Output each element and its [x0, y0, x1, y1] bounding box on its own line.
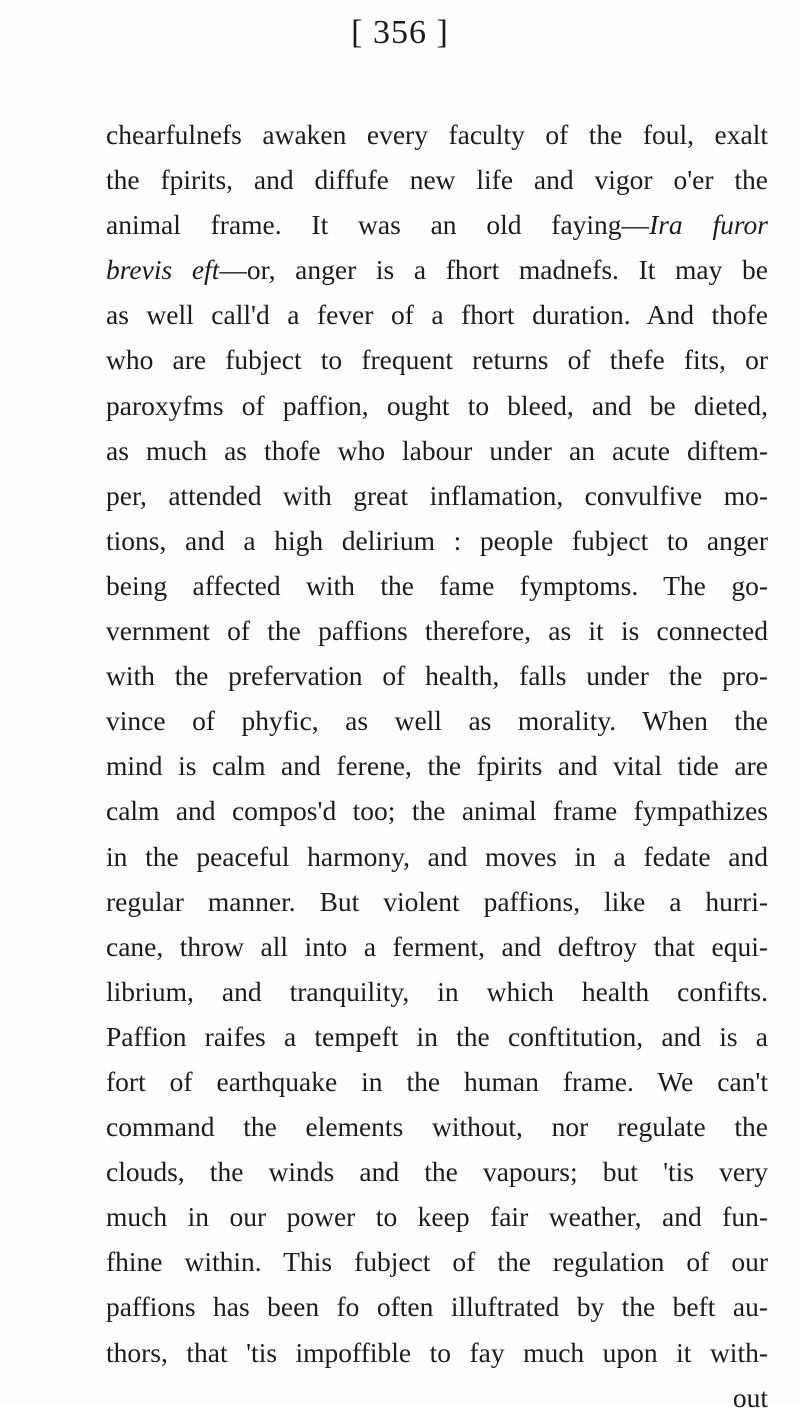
body-text [106, 112, 768, 1420]
text-line: in the peaceful harmony, and moves in a fedate and [106, 840, 768, 872]
text-line: chearfulnefs awaken every faculty of the foul, exalt [106, 119, 768, 150]
text-line: command the elements without, nor regulate the [106, 1111, 768, 1143]
text-line: mind is calm and ferene, the fpirits and vital tide are [106, 750, 768, 782]
catchword: out [732, 1381, 768, 1413]
text-line: per, attended with great inflamation, convulfive mo- [106, 479, 768, 511]
text-line: fort of earthquake in the human frame. We can't [106, 1065, 768, 1097]
text-line: clouds, the winds and the vapours; but 'tis very [106, 1156, 768, 1188]
text-line: paroxyfms of paffion, ought to bleed, and be dieted, [106, 389, 768, 421]
page-number-header: [ 356 ] [351, 14, 449, 51]
latin-phrase: Ira furor [649, 209, 768, 241]
text-line: Paffion raifes a tempeft in the conftitution, and is a [106, 1020, 768, 1052]
text-line: regular manner. But violent paffions, like a hurri- [106, 885, 768, 917]
text-line: fhine within. This fubject of the regulation of our [106, 1246, 768, 1278]
text-line: brevis eft—or, anger is a fhort madnefs. It may be [106, 254, 768, 286]
text-line: as much as thofe who labour under an acute diftem- [106, 434, 768, 466]
text-line: librium, and tranquility, in which health confifts. [106, 975, 768, 1007]
text-line: thors, that 'tis impoffible to fay much upon it with- [106, 1336, 768, 1368]
text-line: as well call'd a fever of a fhort duration. And thofe [106, 299, 768, 331]
text-line: vince of phyfic, as well as morality. When the [106, 705, 768, 737]
text-line: calm and compos'd too; the animal frame fympathizes [106, 795, 768, 827]
text-line: who are fubject to frequent returns of thefe fits, or [106, 344, 768, 376]
text-line: vernment of the paffions therefore, as it is connected [106, 615, 768, 647]
text-line: with the prefervation of health, falls under the pro- [106, 660, 768, 692]
text-line: much in our power to keep fair weather, and fun- [106, 1201, 768, 1233]
text-line: animal frame. It was an old faying—Ira furor [106, 209, 768, 241]
latin-phrase: brevis eft [106, 254, 220, 286]
text-line: being affected with the fame fymptoms. The go- [106, 569, 768, 601]
text-line: cane, throw all into a ferment, and deftroy that equi- [106, 930, 768, 962]
text-line: paffions has been fo often illuftrated by the beft au- [106, 1291, 768, 1323]
text-line: tions, and a high delirium : people fubject to anger [106, 524, 768, 556]
text-line: the fpirits, and diffufe new life and vigor o'er the [106, 164, 768, 196]
